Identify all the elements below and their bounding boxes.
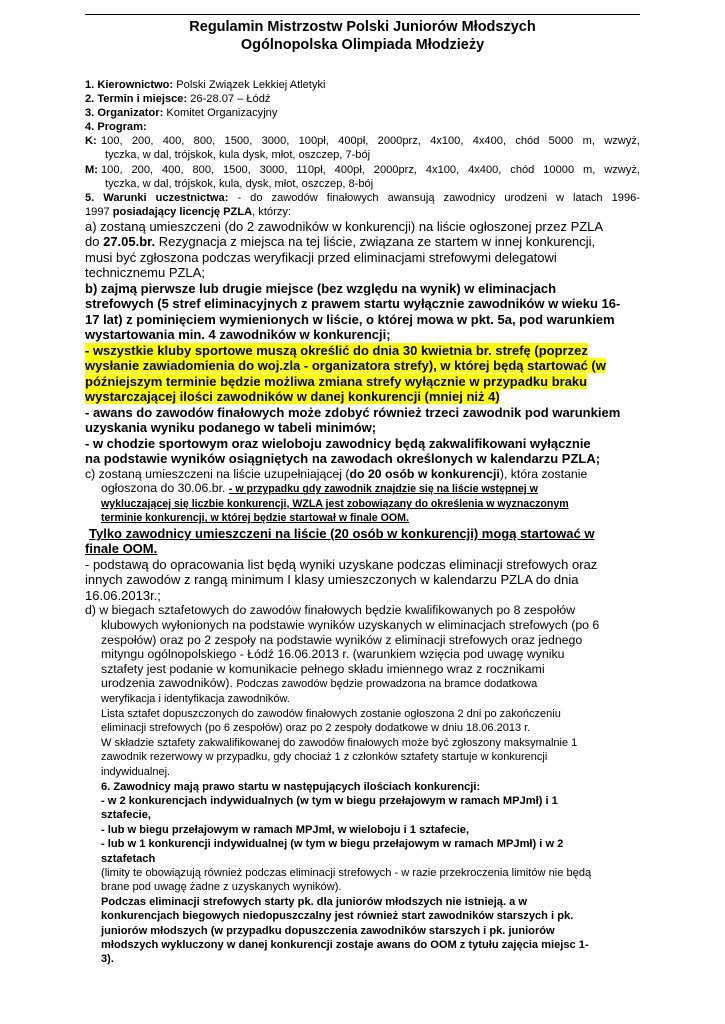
third-place-rule: - awans do zawodów finałowych może zdobyć również trzeci zawodnik pod warunkiem uzyskania wyniku podanego w tabeli minimów; [85, 404, 621, 436]
finalists-limit-note: Tylko zawodnicy umieszczeni na liście (20 osób w konkurencji) mogą startować w finale OOM. [85, 525, 595, 557]
document-body [85, 78, 640, 967]
document-title [85, 18, 640, 54]
highlighted-notice: - wszystkie kluby sportowe muszą określić do dnia 30 kwietnia br. strefę (poprzez wysłanie zawiadomienia do woj.zla - organizatora strefy), w której będą startować (w późniejszym terminie będzie możliwa zmiana strefy wyłącznie w przypadku braku wystarczającej ilości zawodników w danej konkurencji (mniej niż 4) [85, 342, 606, 405]
section-3: 3. Organizator: Komitet Organizacyjny [85, 107, 278, 120]
condition-a: a) zostaną umieszczeni (do 2 zawodników w konkurencji) na liście ogłoszonej przez PZLA do 27.05.br. Rezygnacja z miejsca na tej liście, związana ze startem w innej konkurencji, musi być zgłoszona podczas weryfikacji przed eliminacjami strefowymi delegatowi technicznemu PZLA; [85, 218, 604, 281]
top-rule [85, 14, 640, 15]
title-line-2: Ogólnopolska Olimpiada Młodzieży [240, 37, 485, 53]
condition-d: d) w biegach sztafetowych do zawodów finałowych będzie kwalifikowanych po 8 zespołów klubowych wyłonionych na podstawie wyników uzyskanych w eliminacjach strefowych (po 6 zespołów) oraz po 2 zespoły na podstawie wyników z eliminacji strefowych oraz jednego mityngu ogólnopolskiego - Łódź 16.06.2013 r. (warunkiem wzięcia pod uwagę wyniku sztafety jest podanie w komunikacie pełnego składu imiennego wraz z rocznikami urodzenia zawodników). Podczas zawodów będzie prowadzona na bramce dodatkowa weryfikacja i identyfikacja zawodników. Lista sztafet dopuszczonych do zawodów finałowych zostanie ogłoszona 2 dni po zakończeniu eliminacji strefowych (po 6 zespołów) oraz po 2 zespoły dodatkowe w dniu 18.06.2013 r. W składzie sztafety zakwalifikowanej do zawodów finałowych może być zgłoszony maksymalnie 1 zawodnik rezerwowy w przypadku, gdy chociaż 1 z członków sztafety startuje w konkurencji indywidualnej. [85, 603, 600, 778]
condition-c: c) zostaną umieszczeni na liście uzupełniającej (do 20 osób w konkurencji), która zostanie ogłoszona do 30.06.br. - w przypadku gdy zawodnik znajdzie się na liście wstępnej w wykluczającej się liczbie konkurencji, WZLA jest zobowiązany do określenia w wyznaczonym terminie konkurencji, w której będzie startował w finale OOM. [85, 466, 588, 525]
document-page [85, 14, 640, 967]
list-basis-note: - podstawą do opracowania list będą wyniki uzyskane podczas eliminacji strefowych oraz innych zawodów z rangą minimum I klasy umieszczonych w kalendarzu PZLA do dnia 16.06.2013r.; [85, 556, 598, 603]
program-men: M: 100, 200, 400, 800, 1500, 3000, 110pł, 400pł, 2000prz, 4x100, 4x400, chód 10000 m, wzwyż, tyczka, w dal, trójskok, kula, dysk, młot, oszczep, 8-bój [85, 163, 640, 190]
condition-b: b) zajmą pierwsze lub drugie miejsce (bez względu na wynik) w eliminacjach strefowych (5 stref eliminacyjnych z prawem startu wyłącznie zawodników w wieku 16- 17 lat) z pominięciem wymienionych w liście, o której mowa w pkt. 5a, pod warunkiem wystartowania min. 4 zawodników w konkurencji; [85, 280, 621, 343]
section-1: 1. Kierownictwo: Polski Związek Lekkiej Atletyki [85, 79, 326, 91]
section-6: 6. Zawodnicy mają prawo startu w następujących ilościach konkurencji: - w 2 konkurencjach indywidualnych (w tym w biegu przełajowym w ramach MPJmł) i 1 sztafecie, - lub w biegu przełajowym w ramach MPJmł, w wieloboju i 1 sztafecie, - lub w 1 konkurencji indywidualnej (w tym w biegu przełajowym w ramach MPJmł) i w 2 sztafetach (limity te obowiązują również podczas eliminacji strefowych - w razie przekroczenia limitów nie będą brane pod uwagę żadne z uzyskanych wyników). Podczas eliminacji strefowych starty pk. dla juniorów młodszych nie istnieją. a w konkurencjach biegowych niedopuszczalny jest również start zawodników starszych i pk. juniorów młodszych (w przypadku dopuszczenia zawodników starszych i pk. juniorów młodszych wykluczony w danej konkurencji zostaje awans do OOM z tytułu zajęcia miejsc 1- 3). [101, 780, 592, 966]
section-4-heading: 4. Program: [85, 121, 147, 134]
section-5: 5. Warunki uczestnictwa: - do zawodów finałowych awansują zawodnicy urodzeni w latach 1996- 1997 posiadający licencję PZLA, którzy: [85, 191, 640, 218]
program-women: K: 100, 200, 400, 800, 1500, 3000, 100pł, 400pł, 2000prz, 4x100, 4x400, chód 5000 m, wzwyż, tyczka, w dal, trójskok, kula dysk, młot, oszczep, 7-bój [85, 135, 640, 162]
walk-combined-rule: - w chodzie sportowym oraz wieloboju zawodnicy będą zakwalifikowani wyłącznie na podstawie wyników osiągniętych na zawodach określonych w kalendarzu PZLA; [85, 435, 601, 467]
section-2: 2. Termin i miejsce: 26-28.07 – Łódź [85, 93, 271, 106]
title-line-1: Regulamin Mistrzostw Polski Juniorów Młodszych [189, 19, 536, 35]
